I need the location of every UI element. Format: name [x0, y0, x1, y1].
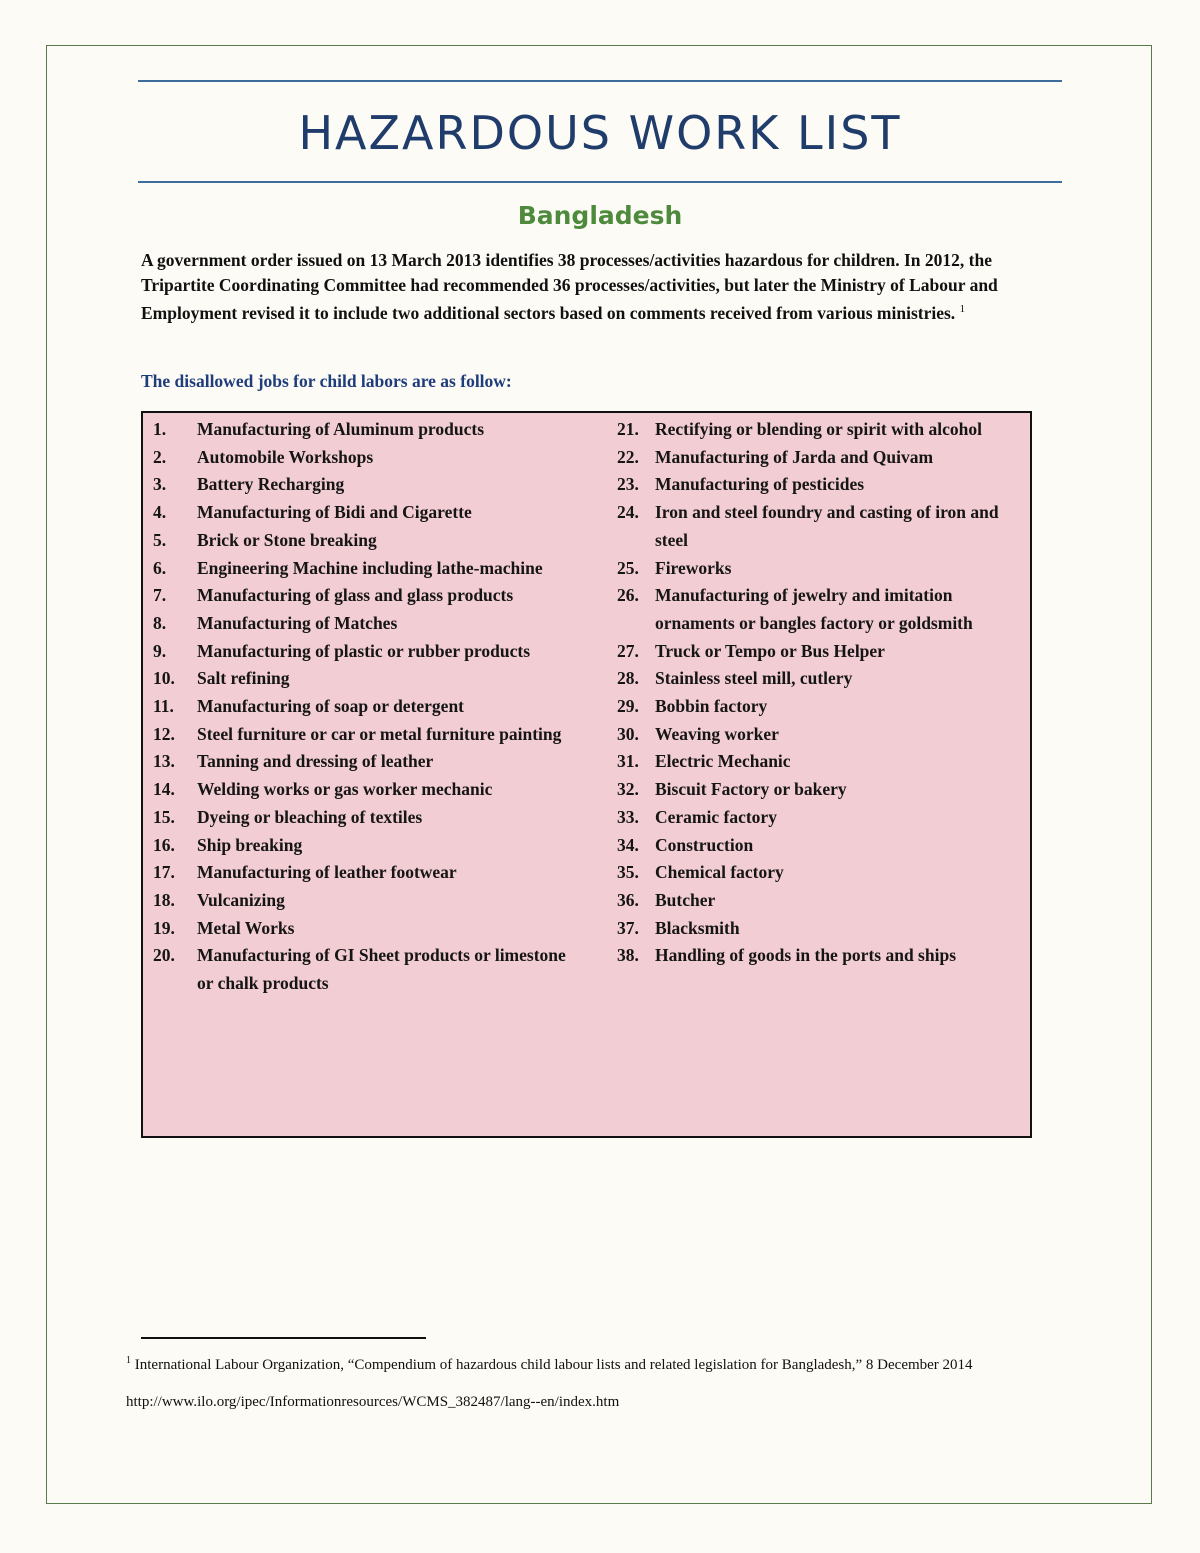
job-number: 38. [617, 945, 639, 966]
job-number: 19. [153, 917, 175, 938]
job-text: Salt refining [197, 668, 290, 689]
job-number: 31. [617, 751, 639, 772]
job-text: Truck or Tempo or Bus Helper [655, 640, 885, 661]
job-list-right-column [617, 416, 1017, 970]
job-list-item [153, 859, 583, 887]
job-text: Manufacturing of glass and glass products [197, 585, 514, 606]
job-list-item [153, 693, 583, 721]
job-list-item [617, 721, 1017, 749]
job-list-item [617, 471, 1017, 499]
job-number: 18. [153, 889, 175, 910]
job-list-item [153, 887, 583, 915]
job-text: Manufacturing of pesticides [655, 474, 865, 495]
job-text: Biscuit Factory or bakery [655, 779, 847, 800]
job-text: Weaving worker [655, 723, 779, 744]
job-list-item [617, 638, 1017, 666]
job-list-item [617, 859, 1017, 887]
job-list-item [617, 804, 1017, 832]
job-text: Bobbin factory [655, 696, 768, 717]
job-text: Welding works or gas worker mechanic [197, 779, 493, 800]
job-text: Steel furniture or car or metal furniture painting [197, 723, 562, 744]
job-text: Metal Works [197, 917, 295, 938]
footnote-marker: 1 [126, 1355, 131, 1366]
job-text: Brick or Stone breaking [197, 529, 377, 550]
intro-text: A government order issued on 13 March 2013 identifies 38 processes/activities hazardous for children. In 2012, the Tripartite Coordinating Committee had recommended 36 processes/activities, but later the Ministry of Labour and Employment revised it to include two additional sectors based on comments received from various ministries. [141, 250, 998, 323]
job-text: Rectifying or blending or spirit with alcohol [655, 419, 983, 439]
job-text: Manufacturing of Bidi and Cigarette [197, 502, 472, 523]
job-number: 10. [153, 668, 175, 689]
job-list-item [153, 721, 583, 749]
job-text: Manufacturing of Aluminum products [197, 419, 485, 439]
job-number: 7. [153, 585, 167, 606]
job-list-item [153, 915, 583, 943]
job-number: 6. [153, 557, 167, 578]
job-number: 21. [617, 419, 639, 439]
footnote-url[interactable]: http://www.ilo.org/ipec/Informationresources/WCMS_382487/lang--en/index.htm [126, 1394, 620, 1410]
job-number: 23. [617, 474, 639, 495]
job-list-item [153, 527, 583, 555]
job-text: Manufacturing of leather footwear [197, 862, 457, 883]
job-list-item [617, 776, 1017, 804]
job-text: Ceramic factory [655, 806, 777, 827]
job-number: 25. [617, 557, 639, 578]
job-list-item [617, 499, 1017, 554]
job-list-item [617, 555, 1017, 583]
footnote-reference[interactable]: 1 [959, 303, 966, 315]
job-text: Automobile Workshops [197, 446, 374, 467]
title-bottom-rule [138, 181, 1062, 183]
job-list-item [153, 832, 583, 860]
job-list-item [617, 915, 1017, 943]
job-text: Manufacturing of soap or detergent [197, 696, 465, 717]
job-number: 29. [617, 696, 639, 717]
job-text: Fireworks [655, 557, 732, 578]
job-number: 20. [153, 945, 175, 966]
job-text: Iron and steel foundry and casting of iron and steel [655, 502, 999, 550]
job-list-item [153, 444, 583, 472]
job-number: 30. [617, 723, 639, 744]
job-number: 35. [617, 862, 639, 883]
job-text: Manufacturing of Jarda and Quivam [655, 446, 934, 467]
job-number: 1. [153, 419, 167, 439]
job-text: Electric Mechanic [655, 751, 791, 772]
page-title: HAZARDOUS WORK LIST [298, 106, 902, 160]
job-text: Battery Recharging [197, 474, 345, 495]
job-number: 26. [617, 585, 639, 606]
job-text: Blacksmith [655, 917, 740, 938]
job-number: 17. [153, 862, 175, 883]
job-number: 9. [153, 640, 167, 661]
job-number: 2. [153, 446, 167, 467]
job-text: Chemical factory [655, 862, 784, 883]
job-text: Butcher [655, 889, 716, 910]
job-list-item [153, 610, 583, 638]
job-text: Handling of goods in the ports and ships [655, 945, 957, 966]
job-list-item [153, 555, 583, 583]
job-number: 37. [617, 917, 639, 938]
job-number: 12. [153, 723, 175, 744]
job-list-item [153, 416, 583, 444]
job-text: Manufacturing of jewelry and imitation ornaments or bangles factory or goldsmith [655, 585, 973, 633]
job-text: Manufacturing of GI Sheet products or limestone or chalk products [197, 945, 566, 994]
job-list-item [617, 665, 1017, 693]
job-list-item [153, 748, 583, 776]
job-list-item [617, 582, 1017, 637]
intro-paragraph [141, 248, 1059, 325]
job-list-left-column [153, 416, 583, 998]
job-list-item [153, 499, 583, 527]
job-number: 14. [153, 779, 175, 800]
job-list-item [153, 776, 583, 804]
list-lead: The disallowed jobs for child labors are as follow: [141, 371, 512, 391]
job-number: 3. [153, 474, 167, 495]
job-list-item [153, 638, 583, 666]
job-number: 13. [153, 751, 175, 772]
job-number: 11. [153, 696, 174, 717]
job-number: 15. [153, 806, 175, 827]
job-text: Vulcanizing [197, 889, 285, 910]
job-number: 22. [617, 446, 639, 467]
job-list-item [617, 887, 1017, 915]
footnote [126, 1351, 1066, 1375]
job-number: 5. [153, 529, 167, 550]
title-top-rule [138, 80, 1062, 82]
job-list-item [617, 444, 1017, 472]
job-list-item [617, 832, 1017, 860]
job-number: 36. [617, 889, 639, 910]
job-text: Construction [655, 834, 754, 855]
job-number: 28. [617, 668, 639, 689]
job-text: Stainless steel mill, cutlery [655, 668, 853, 689]
job-text: Manufacturing of Matches [197, 612, 398, 633]
job-list-item [617, 748, 1017, 776]
job-text: Dyeing or bleaching of textiles [197, 806, 423, 827]
job-list-item [153, 582, 583, 610]
job-text: Manufacturing of plastic or rubber products [197, 640, 531, 661]
job-list-box [141, 411, 1032, 1138]
footnote-separator [141, 1337, 426, 1339]
job-number: 32. [617, 779, 639, 800]
job-text: Tanning and dressing of leather [197, 751, 434, 772]
page-subtitle: Bangladesh [517, 201, 683, 230]
job-list-item [617, 693, 1017, 721]
job-text: Engineering Machine including lathe-machine [197, 557, 543, 578]
job-list-item [153, 804, 583, 832]
footnote-text: International Labour Organization, “Compendium of hazardous child labour lists and related legislation for Bangladesh,” 8 December 2014 [134, 1357, 973, 1373]
job-number: 33. [617, 806, 639, 827]
job-number: 4. [153, 502, 167, 523]
job-number: 34. [617, 834, 639, 855]
job-text: Ship breaking [197, 834, 303, 855]
job-list-item [153, 942, 583, 997]
job-list-item [153, 471, 583, 499]
job-number: 24. [617, 502, 639, 523]
job-number: 16. [153, 834, 175, 855]
job-list-item [617, 942, 1017, 970]
job-number: 27. [617, 640, 639, 661]
job-list-item [617, 416, 1017, 444]
job-number: 8. [153, 612, 167, 633]
job-list-item [153, 665, 583, 693]
